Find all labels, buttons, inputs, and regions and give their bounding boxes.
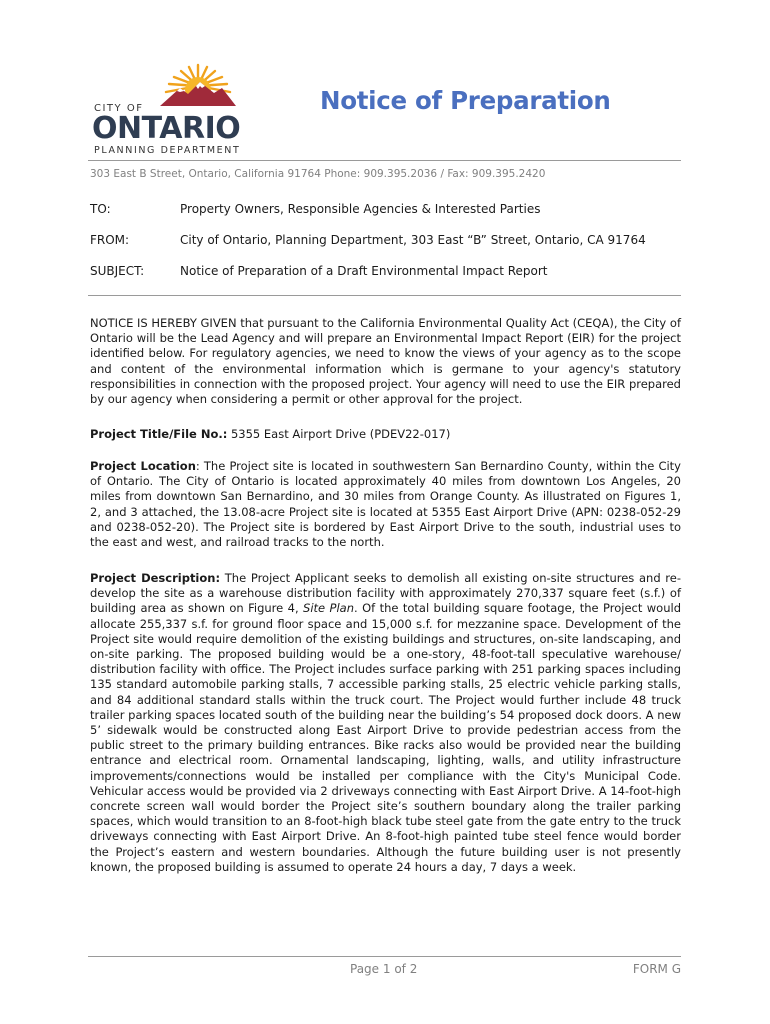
sun-mountain-icon	[158, 62, 238, 108]
subject-divider	[88, 295, 681, 296]
subject-value: Notice of Preparation of a Draft Environmental Impact Report	[180, 264, 548, 278]
subject-label: SUBJECT:	[90, 264, 145, 278]
logo-city-of: CITY OF	[94, 103, 144, 114]
to-label: TO:	[90, 202, 111, 216]
header-divider	[88, 160, 681, 161]
from-label: FROM:	[90, 233, 130, 247]
footer-divider	[88, 956, 681, 957]
project-description-label: Project Description:	[90, 571, 221, 585]
project-description-paragraph	[90, 571, 681, 875]
project-location-paragraph	[90, 459, 681, 550]
city-logo	[88, 62, 248, 166]
project-title-paragraph	[90, 427, 681, 442]
logo-department: PLANNING DEPARTMENT	[94, 145, 241, 156]
to-value: Property Owners, Responsible Agencies & Interested Parties	[180, 202, 541, 216]
project-title-label: Project Title/File No.:	[90, 427, 228, 441]
page-title: Notice of Preparation	[320, 86, 611, 115]
logo-ontario: ONTARIO	[92, 111, 241, 146]
project-description-text-1: The Project Applicant seeks to demolish all existing on-site structures and re-develop the site as a warehouse distribution facility with approximately 270,337 square feet (s.f.) of building area as shown on Figure 4,	[90, 571, 681, 616]
page-number: Page 1 of 2	[350, 962, 418, 976]
form-label: FORM G	[632, 962, 681, 976]
from-value: City of Ontario, Planning Department, 303 East “B” Street, Ontario, CA 91764	[180, 233, 646, 247]
project-location-label: Project Location	[90, 459, 196, 473]
project-location-value: : The Project site is located in southwestern San Bernardino County, within the City of Ontario. The City of Ontario is located approximately 40 miles from downtown Los Angeles, 20 miles from downtown San Bernardino, and 30 miles from Orange County. As illustrated on Figures 1, 2, and 3 attached, the 13.08-acre Project site is located at 5355 East Airport Drive (APN: 0238-052-29 and 0238-052-20). The Project site is bordered by East Airport Drive to the south, industrial uses to the east and west, and railroad tracks to the north.	[90, 459, 681, 550]
project-description-text-2: . Of the total building square footage, the Project would allocate 255,337 s.f. for ground floor space and 15,000 s.f. for mezzanine space. Development of the Project site would require demolition of the existing buildings and structures, on-site landscaping, and on-site parking. The proposed building would be a one-story, 48-foot-tall speculative warehouse/ distribution facility with office. The Project includes surface parking with 251 parking spaces including 135 standard automobile parking stalls, 7 accessible parking stalls, 25 electric vehicle parking stalls, and 84 additional standard stalls within the truck court. The Project would further include 48 truck trailer parking spaces located south of the building near the building’s 54 proposed dock doors. A new 5’ sidewalk would be constructed along East Airport Drive to provide pedestrian access from the public street to the primary building entrances. Bike racks also would be provided near the building entrance and electrical room. Ornamental landscaping, lighting, walls, and utility infrastructure improvements/connections would be installed per compliance with the City's Municipal Code. Vehicular access would be provided via 2 driveways connecting with East Airport Drive. A 14-foot-high concrete screen wall would border the Project site’s southern boundary along the trailer parking spaces, which would transition to an 8-foot-high black tube steel gate from the gate entry to the truck driveways connecting with East Airport Drive. An 8-foot-high painted tube steel fence would border the Project’s eastern and western boundaries. Although the future building user is not presently known, the proposed building is assumed to operate 24 hours a day, 7 days a week.	[90, 601, 681, 874]
project-title-value: 5355 East Airport Drive (PDEV22-017)	[227, 427, 451, 441]
site-plan-reference: Site Plan	[303, 601, 354, 616]
notice-paragraph: NOTICE IS HEREBY GIVEN that pursuant to the California Environmental Quality Act (CEQA), the City of Ontario will be the Lead Agency and will prepare an Environmental Impact Report (EIR) for the project identified below. For regulatory agencies, we need to know the views of your agency as to the scope and content of the environmental information which is germane to your agency's statutory responsibilities in connection with the proposed project. Your agency will need to use the EIR prepared by our agency when considering a permit or other approval for the project.	[90, 316, 681, 407]
address-line: 303 East B Street, Ontario, California 91764 Phone: 909.395.2036 / Fax: 909.395.2420	[90, 168, 546, 180]
